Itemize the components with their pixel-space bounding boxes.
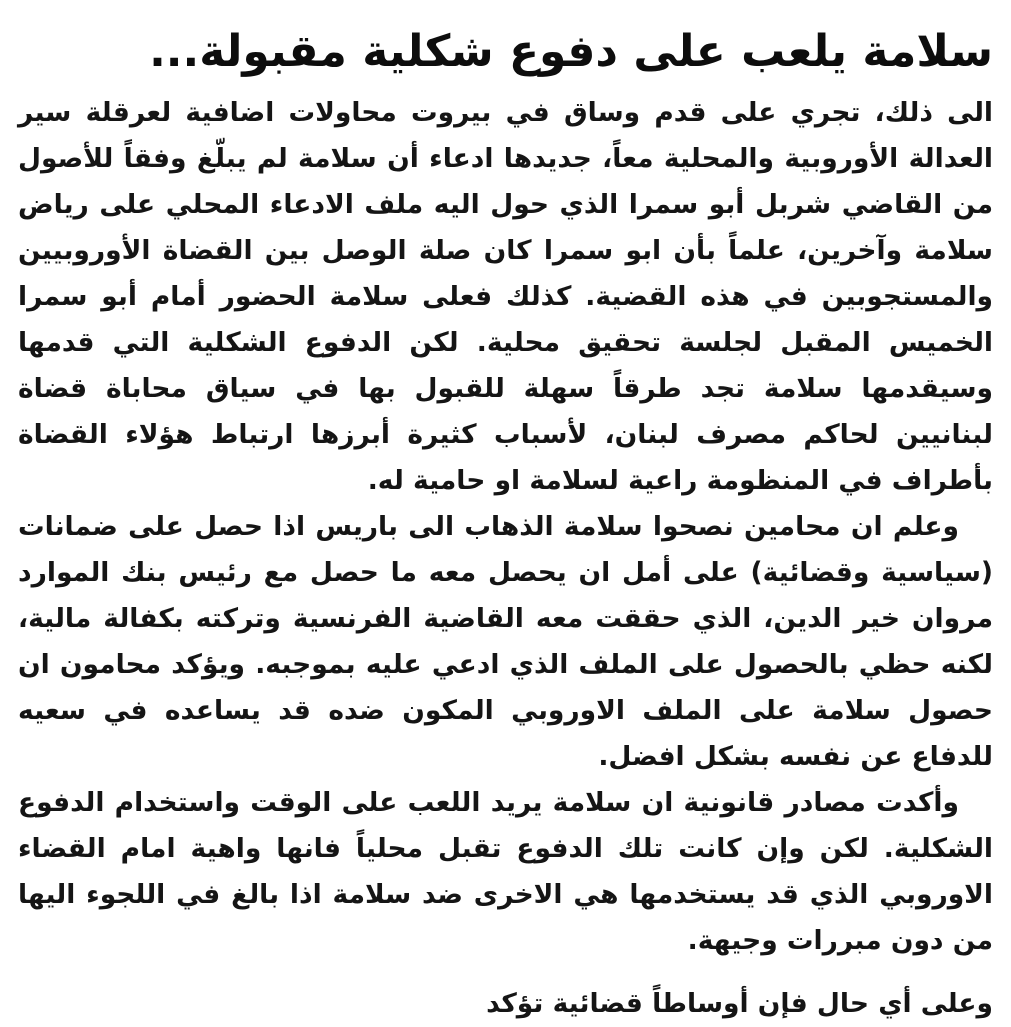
news-article: [18, 22, 993, 964]
article-headline: سلامة يلعب على دفوع شكلية مقبولة...: [149, 26, 993, 77]
cropped-next-line-text: وعلى أي حال فإن أوساطاً قضائية تؤكد: [486, 988, 993, 1019]
cropped-next-line: [0, 983, 1011, 1019]
article-paragraph-1: الى ذلك، تجري على قدم وساق في بيروت محاولات اضافية لعرقلة سير العدالة الأوروبية والمحلية معاً، جديدها ادعاء أن سلامة لم يبلّغ وفقاً للأصول من القاضي شربل أبو سمرا الذي حول اليه ملف الادعاء المحلي على رياض سلامة وآخرين، علماً بأن ابو سمرا كان صلة الوصل بين القضاة الأوروبيين والمستجوبين في هذه القضية. كذلك فعلى سلامة الحضور أمام أبو سمرا الخميس المقبل لجلسة تحقيق محلية. لكن الدفوع الشكلية التي قدمها وسيقدمها سلامة تجد طرقاً سهلة للقبول بها في سياق محاباة قضاة لبنانيين لحاكم مصرف لبنان، لأسباب كثيرة أبرزها ارتباط هؤلاء القضاة بأطراف في المنظومة راعية لسلامة او حامية له.: [18, 97, 993, 496]
article-paragraph-3: وأكدت مصادر قانونية ان سلامة يريد اللعب على الوقت واستخدام الدفوع الشكلية. لكن وإن كانت تلك الدفوع تقبل محلياً فانها واهية امام القضاء الاوروبي الذي قد يستخدمها هي الاخرى ضد سلامة اذا بالغ في اللجوء اليها من دون مبررات وجيهة.: [18, 787, 993, 956]
article-paragraph-2: وعلم ان محامين نصحوا سلامة الذهاب الى باريس اذا حصل على ضمانات (سياسية وقضائية) على أمل ان يحصل معه ما حصل مع رئيس بنك الموارد مروان خير الدين، الذي حققت معه القاضية الفرنسية وتركته بكفالة مالية، لكنه حظي بالحصول على الملف الذي ادعي عليه بموجبه. ويؤكد محامون ان حصول سلامة على الملف الاوروبي المكون ضده قد يساعده في سعيه للدفاع عن نفسه بشكل افضل.: [18, 511, 993, 772]
